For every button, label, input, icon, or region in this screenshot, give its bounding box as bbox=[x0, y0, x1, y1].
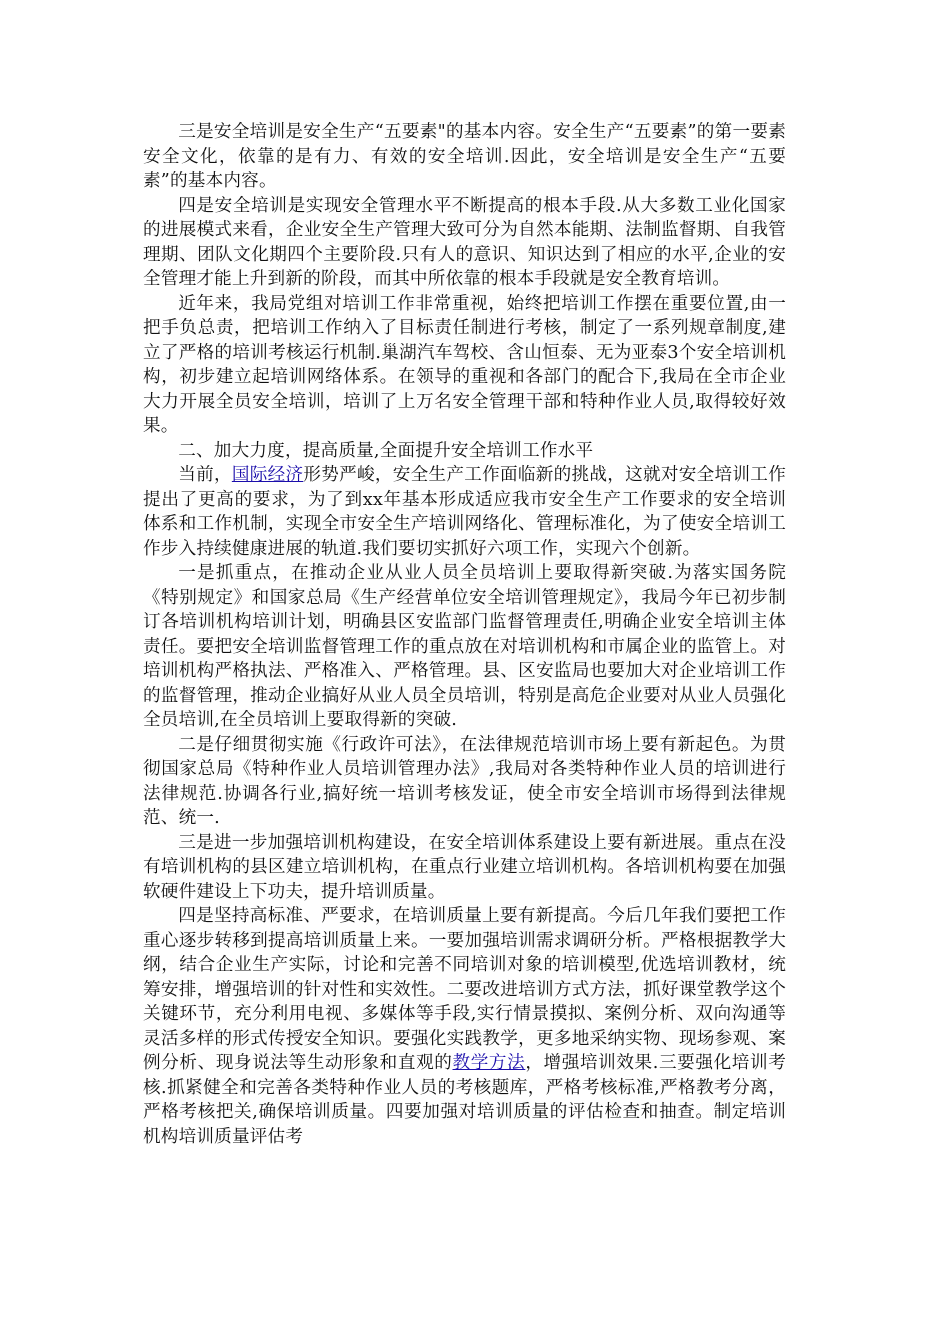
paragraph-text: ，增强培训效果.三要强化培训考核.抓紧健全和完善各类特种作业人员的考核题库，严格考核标准,严格教考分离，严格考核把关,确保培训质量。四要加强对培训质量的评估检查和抽查。制定培训机构培训质量评估考 bbox=[143, 1053, 786, 1147]
paragraph-text: 形势严峻，安全生产工作面临新的挑战，这就对安全培训工作提出了更高的要求，为了到xx年基本形成适应我市安全生产工作要求的安全培训体系和工作机制，实现全市安全生产培训网络化、管理标准化，为了使安全培训工作步入持续健康进展的轨道.我们要切实抓好六项工作，实现六个创新。 bbox=[143, 465, 786, 559]
paragraph bbox=[143, 463, 786, 561]
link-teaching-method[interactable]: 教学方法 bbox=[452, 1053, 526, 1073]
paragraph bbox=[143, 561, 786, 733]
section-heading bbox=[143, 439, 786, 464]
paragraph bbox=[143, 831, 786, 905]
paragraph-text: 近年来，我局党组对培训工作非常重视，始终把培训工作摆在重要位置,由一把手负总责，把培训工作纳入了目标责任制进行考核，制定了一系列规章制度,建立了严格的培训考核运行机制.巢湖汽车驾校、含山恒泰、无为亚泰3个安全培训机构，初步建立起培训网络体系。在领导的重视和各部门的配合下,我局在全市企业大力开展全员安全培训，培训了上万名安全管理干部和特种作业人员,取得较好效果。 bbox=[143, 293, 786, 436]
paragraph-text: 四是坚持高标准、严要求，在培训质量上要有新提高。今后几年我们要把工作重心逐步转移到提高培训质量上来。一要加强培训需求调研分析。严格根据教学大纲，结合企业生产实际，讨论和完善不同培训对象的培训模型,优选培训教材，统筹安排，增强培训的针对性和实效性。二要改进培训方式方法，抓好课堂教学这个关键环节，充分利用电视、多媒体等手段,实行情景摸拟、案例分析、双向沟通等灵活多样的形式传授安全知识。要强化实践教学，更多地采纳实物、现场参观、案例分析、现身说法等生动形象和直观的 bbox=[143, 906, 786, 1073]
paragraph bbox=[143, 194, 786, 292]
paragraph bbox=[143, 292, 786, 439]
paragraph-text: 三是安全培训是安全生产“五要素"的基本内容。安全生产“五要素”的第一要素安全文化，依靠的是有力、有效的安全培训.因此，安全培训是安全生产“五要素”的基本内容。 bbox=[143, 122, 786, 191]
paragraph bbox=[143, 904, 786, 1149]
paragraph-text: 二是仔细贯彻实施《行政许可法》，在法律规范培训市场上要有新起色。为贯彻国家总局《特种作业人员培训管理办法》,我局对各类特种作业人员的培训进行法律规范.协调各行业,搞好统一培训考核发证，使全市安全培训市场得到法律规范、统一. bbox=[143, 734, 786, 828]
paragraph-text: 四是安全培训是实现安全管理水平不断提高的根本手段.从大多数工业化国家的进展模式来看，企业安全生产管理大致可分为自然本能期、法制监督期、自我管理期、团队文化期四个主要阶段.只有人的意识、知识达到了相应的水平,企业的安全管理才能上升到新的阶段，而其中所依靠的根本手段就是安全教育培训。 bbox=[143, 195, 786, 289]
paragraph-text: 当前， bbox=[178, 465, 232, 485]
section-heading-text: 二、加大力度，提高质量,全面提升安全培训工作水平 bbox=[178, 440, 594, 461]
paragraph-text: 一是抓重点，在推动企业从业人员全员培训上要取得新突破.为落实国务院《特别规定》和国家总局《生产经营单位安全培训管理规定》，我局今年已初步制订各培训机构培训计划，明确县区安监部门监督管理责任,明确企业安全培训主体责任。要把安全培训监督管理工作的重点放在对培训机构和市属企业的监管上。对培训机构严格执法、严格准入、严格管理。县、区安监局也要加大对企业培训工作的监督管理，推动企业搞好从业人员全员培训，特别是高危企业要对从业人员强化全员培训,在全员培训上要取得新的突破. bbox=[143, 563, 786, 730]
document-body bbox=[143, 120, 786, 1149]
paragraph bbox=[143, 120, 786, 194]
link-international-economy[interactable]: 国际经济 bbox=[231, 465, 304, 485]
paragraph-text: 三是进一步加强培训机构建设，在安全培训体系建设上要有新进展。重点在没有培训机构的县区建立培训机构，在重点行业建立培训机构。各培训机构要在加强软硬件建设上下功夫，提升培训质量。 bbox=[143, 832, 786, 902]
paragraph bbox=[143, 733, 786, 831]
